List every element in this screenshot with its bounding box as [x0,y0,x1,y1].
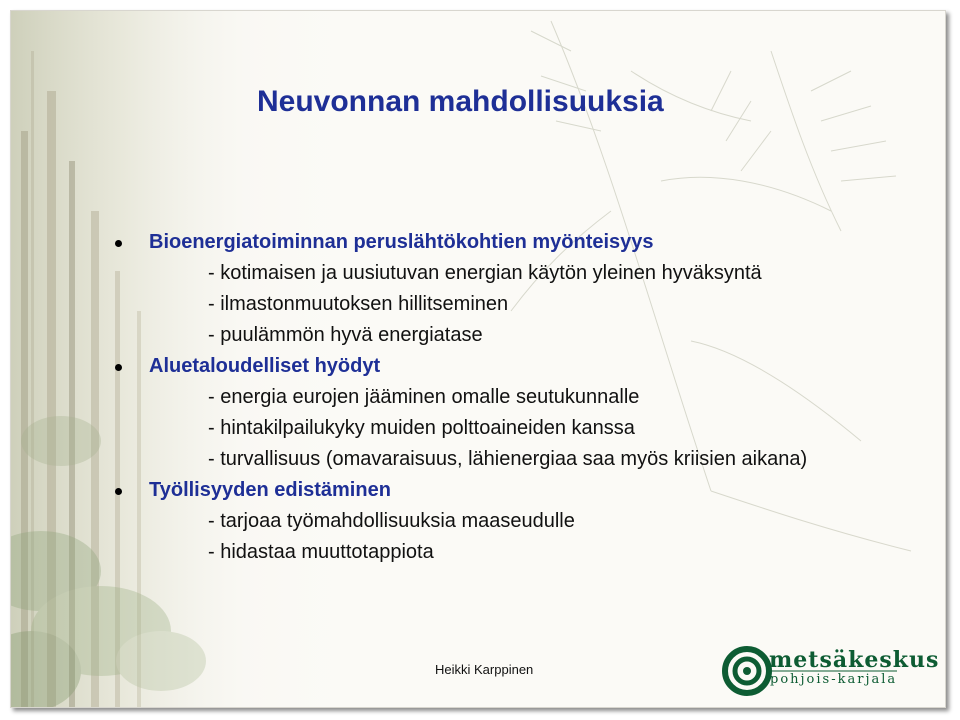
bullet-heading: Työllisyyden edistäminen [111,475,945,506]
slide-title: Neuvonnan mahdollisuuksia [257,85,664,118]
sub-item: - ilmastonmuutoksen hillitseminen [208,293,509,315]
slide [10,10,946,708]
sub-item: - kotimaisen ja uusiutuvan energian käytön yleinen hyväksyntä [208,262,762,284]
bullet-heading: Bioenergiatoiminnan peruslähtökohtien myönteisyys [111,227,945,258]
sub-item: - tarjoaa työmahdollisuuksia maaseudulle [208,510,575,532]
footer-author: Heikki Karppinen [435,662,534,677]
sub-item: - hidastaa muuttotappiota [208,541,434,563]
slide-content [111,227,945,568]
bullet-icon [115,364,122,371]
bullet-icon [115,240,122,247]
sub-item: - puulämmön hyvä energiatase [208,324,483,346]
bullet-heading: Aluetaloudelliset hyödyt [111,351,945,382]
sub-item: - turvallisuus (omavaraisuus, lähienergiaa saa myös kriisien aikana) [208,448,808,470]
logo-region: pohjois-karjala [770,672,898,687]
sub-item: - energia eurojen jääminen omalle seutukunnalle [208,386,640,408]
logo-name: metsäkeskus [769,647,940,673]
sub-item: - hintakilpailukyky muiden polttoaineiden kanssa [208,417,635,439]
bullet-icon [115,488,122,495]
